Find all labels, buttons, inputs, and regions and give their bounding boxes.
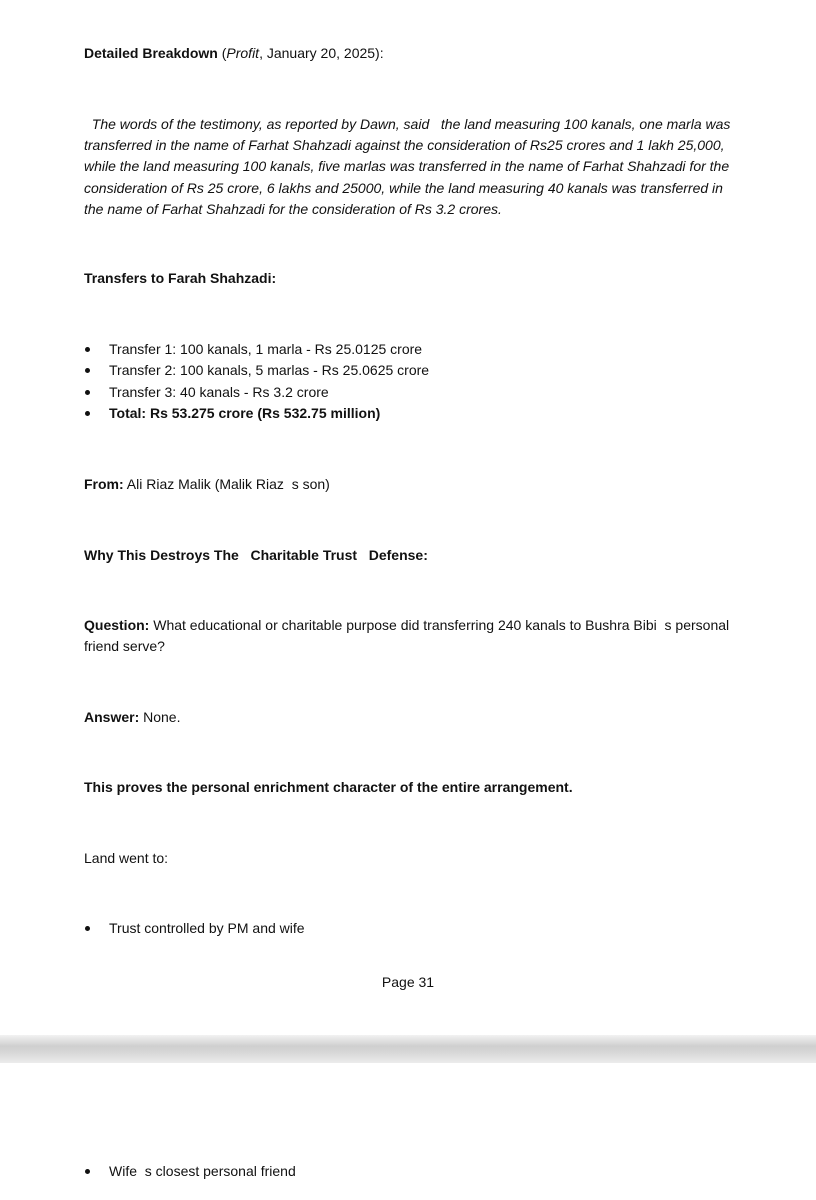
breakdown-label: Detailed Breakdown xyxy=(84,45,218,61)
land-item-text: Wife s closest personal friend xyxy=(109,1163,296,1179)
breakdown-open: ( xyxy=(217,45,227,61)
bullet-icon xyxy=(85,1169,90,1174)
question-line xyxy=(84,615,729,636)
from-label: From: xyxy=(84,476,124,492)
quote-line: The words of the testimony, as reported by Dawn, said the land measuring 100 kanals, one marla was xyxy=(84,116,731,132)
list-item xyxy=(84,360,429,381)
quote-line: the name of Farhat Shahzadi for the consideration of Rs 3.2 crores. xyxy=(84,200,502,217)
list-item xyxy=(84,382,429,403)
answer-line xyxy=(84,707,180,728)
question-continuation: friend serve? xyxy=(84,638,165,654)
why-heading: Why This Destroys The Charitable Trust Defense: xyxy=(84,547,428,563)
list-item xyxy=(84,403,429,424)
from-value: Ali Riaz Malik (Malik Riaz s son) xyxy=(123,476,330,492)
transfers-list xyxy=(84,339,429,424)
page-break-divider xyxy=(0,1035,816,1063)
quote-line: consideration of Rs 25 crore, 6 lakhs and 25000, while the land measuring 40 kanals was transferred in xyxy=(84,179,723,196)
land-item-text: Trust controlled by PM and wife xyxy=(109,920,305,936)
breakdown-heading xyxy=(84,43,384,64)
from-line xyxy=(84,474,330,495)
answer-label: Answer: xyxy=(84,709,140,725)
list-item xyxy=(84,918,305,939)
bullet-icon xyxy=(85,926,90,931)
bullet-icon xyxy=(85,347,90,352)
bullet-icon xyxy=(85,390,90,395)
question-label: Question: xyxy=(84,617,150,633)
answer-text: None. xyxy=(139,709,181,725)
quote-line: transferred in the name of Farhat Shahzadi against the consideration of Rs25 crores and 1 lakh 25,000, xyxy=(84,137,725,154)
transfer-text: Transfer 2: 100 kanals, 5 marlas - Rs 25.0625 crore xyxy=(109,362,430,379)
bullet-icon xyxy=(85,411,90,416)
quote-line: while the land measuring 100 kanals, five marlas was transferred in the name of Farhat Shahzadi for the xyxy=(84,158,730,175)
page-number: Page 31 xyxy=(381,974,435,990)
land-list-continued xyxy=(84,1161,296,1182)
land-list xyxy=(84,918,305,939)
proves-statement: This proves the personal enrichment character of the entire arrangement. xyxy=(84,779,573,795)
breakdown-source: Profit xyxy=(226,45,260,61)
transfers-heading: Transfers to Farah Shahzadi: xyxy=(84,270,277,286)
question-text: What educational or charitable purpose did transferring 240 kanals to Bushra Bibi s personal xyxy=(149,617,730,633)
transfer-text: Transfer 3: 40 kanals - Rs 3.2 crore xyxy=(109,383,329,400)
transfer-text: Transfer 1: 100 kanals, 1 marla - Rs 25.0125 crore xyxy=(109,341,423,357)
testimony-quote xyxy=(84,114,732,220)
land-went-label: Land went to: xyxy=(84,850,169,866)
document-page-32 xyxy=(0,1063,816,1200)
list-item xyxy=(84,339,429,360)
list-item xyxy=(84,1161,296,1182)
total-text: Total: Rs 53.275 crore (Rs 532.75 million) xyxy=(109,404,381,421)
breakdown-date: , January 20, 2025): xyxy=(259,45,384,61)
bullet-icon xyxy=(85,368,90,373)
